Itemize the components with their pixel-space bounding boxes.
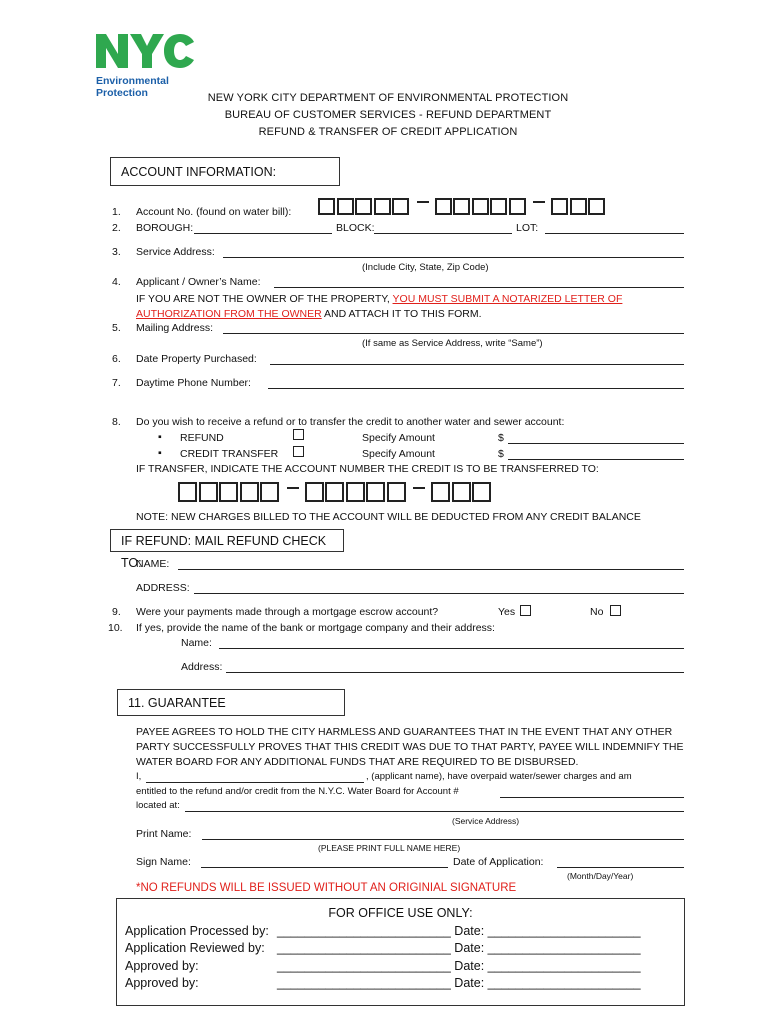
account-info-heading — [110, 157, 340, 186]
owner-notice-red-2: AUTHORIZATION FROM THE OWNER — [136, 308, 322, 320]
bank-address-field[interactable] — [226, 672, 684, 673]
escrow-yes-label: Yes — [498, 606, 516, 618]
account-number-boxes[interactable] — [318, 198, 607, 215]
guarantee-title: 11. GUARANTEE — [128, 696, 226, 710]
guarantee-entitled-text: entitled to the refund and/or credit from the N.Y.C. Water Board for Account # — [136, 786, 459, 797]
borough-label: BOROUGH: — [136, 222, 194, 234]
office-approved-1-label: Approved by: — [125, 959, 199, 973]
transfer-dollar-sign: $ — [498, 448, 504, 460]
refund-checkbox[interactable] — [293, 429, 304, 440]
applicant-name-label: Applicant / Owner’s Name: — [136, 276, 261, 288]
service-address-hint: (Include City, State, Zip Code) — [362, 262, 489, 273]
date-purchased-field[interactable] — [270, 364, 684, 365]
item-number-4: 4. — [112, 276, 121, 288]
header-line-3: REFUND & TRANSFER OF CREDIT APPLICATION — [258, 126, 518, 138]
item-number-9: 9. — [112, 606, 121, 618]
office-reviewed-date-label: Date: — [454, 941, 485, 955]
bank-name-field[interactable] — [219, 648, 684, 649]
office-use-title: FOR OFFICE USE ONLY: — [328, 906, 473, 920]
print-name-hint: (PLEASE PRINT FULL NAME HERE) — [318, 843, 461, 853]
guarantee-paragraph — [136, 725, 684, 770]
office-processed-date-blank[interactable]: ______________________ — [487, 924, 641, 938]
bullet-transfer: ▪ — [158, 447, 162, 459]
lot-label: LOT: — [516, 222, 539, 234]
refund-amount-field[interactable] — [508, 443, 684, 444]
block-field[interactable] — [374, 233, 512, 234]
nyc-logo-mark — [96, 34, 196, 68]
mailing-address-hint: (If same as Service Address, write “Same”) — [362, 338, 543, 349]
escrow-no-label: No — [590, 606, 604, 618]
owner-notice — [136, 292, 622, 322]
guarantee-i-label: I, — [136, 771, 142, 782]
office-approved-2-blank[interactable]: _________________________ — [277, 976, 451, 990]
bank-name-label: Name: — [181, 637, 212, 649]
item-number-7: 7. — [112, 377, 121, 389]
office-approved-1-date-label: Date: — [454, 959, 485, 973]
item-number-6: 6. — [112, 353, 121, 365]
guarantee-account-field[interactable] — [500, 797, 684, 798]
guarantee-located-label: located at: — [136, 800, 180, 811]
date-purchased-label: Date Property Purchased: — [136, 353, 257, 365]
item-number-1: 1. — [112, 206, 121, 218]
transfer-account-note: IF TRANSFER, INDICATE THE ACCOUNT NUMBER THE CREDIT IS TO BE TRANSFERRED TO: — [136, 463, 599, 475]
owner-notice-text: IF YOU ARE NOT THE OWNER OF THE PROPERTY, — [136, 293, 393, 305]
account-number-label: Account No. (found on water bill): — [136, 206, 292, 218]
guarantee-line-3: WATER BOARD FOR ANY ADDITIONAL FUNDS THAT ARE REQUIRED TO BE DISBURSED. — [136, 756, 579, 768]
service-address-field[interactable] — [223, 257, 684, 258]
account-info-title: ACCOUNT INFORMATION: — [121, 165, 277, 179]
guarantee-applicant-text: , (applicant name), have overpaid water/sewer charges and am — [366, 771, 632, 782]
service-address-label: Service Address: — [136, 246, 215, 258]
office-approved-1-date-blank[interactable]: ______________________ — [487, 959, 641, 973]
refund-address-label: ADDRESS: — [136, 582, 190, 594]
bullet-refund: ▪ — [158, 431, 162, 443]
office-processed-blank[interactable]: _________________________ — [277, 924, 451, 938]
refund-mail-title: IF REFUND: MAIL REFUND CHECK TO: — [121, 534, 327, 570]
refund-or-transfer-question: Do you wish to receive a refund or to transfer the credit to another water and sewer account: — [136, 416, 565, 428]
refund-specify-amount-label: Specify Amount — [362, 432, 435, 444]
mailing-address-label: Mailing Address: — [136, 322, 214, 334]
credit-transfer-checkbox[interactable] — [293, 446, 304, 457]
bank-address-label: Address: — [181, 661, 223, 673]
date-of-application-field[interactable] — [557, 867, 684, 868]
borough-field[interactable] — [194, 233, 332, 234]
office-approved-2-date-label: Date: — [454, 976, 485, 990]
office-reviewed-date-blank[interactable]: ______________________ — [487, 941, 641, 955]
office-approved-1-blank[interactable]: _________________________ — [277, 959, 451, 973]
original-signature-warning: *NO REFUNDS WILL BE ISSUED WITHOUT AN ORIGINIAL SIGNATURE — [136, 882, 517, 894]
office-row-approved-2 — [125, 976, 641, 990]
item-number-5: 5. — [112, 322, 121, 334]
sign-name-label: Sign Name: — [136, 856, 191, 868]
block-label: BLOCK: — [336, 222, 375, 234]
guarantee-location-field[interactable] — [185, 811, 684, 812]
refund-address-field[interactable] — [194, 593, 684, 594]
nyc-dep-logo — [96, 34, 196, 98]
guarantee-line-1: PAYEE AGREES TO HOLD THE CITY HARMLESS AND GUARANTEES THAT IN THE EVENT THAT ANY OTHER — [136, 726, 673, 738]
office-approved-2-date-blank[interactable]: ______________________ — [487, 976, 641, 990]
bank-info-question: If yes, provide the name of the bank or mortgage company and their address: — [136, 622, 495, 634]
logo-text-protection: Protection — [96, 87, 148, 99]
guarantee-heading — [117, 689, 345, 716]
lot-field[interactable] — [545, 233, 684, 234]
office-row-approved-1 — [125, 959, 641, 973]
refund-option-label: REFUND — [180, 432, 224, 444]
document-header — [150, 90, 626, 141]
office-reviewed-blank[interactable]: _________________________ — [277, 941, 451, 955]
header-line-2: BUREAU OF CUSTOMER SERVICES - REFUND DEPARTMENT — [224, 109, 552, 121]
refund-name-label: NAME: — [136, 558, 170, 570]
office-processed-label: Application Processed by: — [125, 924, 269, 938]
item-number-3: 3. — [112, 246, 121, 258]
mailing-address-field[interactable] — [223, 333, 684, 334]
sign-name-field[interactable] — [201, 867, 448, 868]
transfer-amount-field[interactable] — [508, 459, 684, 460]
item-number-8: 8. — [112, 416, 121, 428]
guarantee-applicant-field[interactable] — [146, 782, 364, 783]
header-line-1: NEW YORK CITY DEPARTMENT OF ENVIRONMENTAL PROTECTION — [207, 92, 569, 104]
print-name-field[interactable] — [202, 839, 684, 840]
owner-notice-red-1: YOU MUST SUBMIT A NOTARIZED LETTER OF — [392, 293, 623, 305]
office-reviewed-label: Application Reviewed by: — [125, 941, 265, 955]
phone-field[interactable] — [268, 388, 684, 389]
credit-transfer-option-label: CREDIT TRANSFER — [180, 448, 279, 460]
guarantee-line-2: PARTY SUCCESSFULLY PROVES THAT THIS CREDIT WAS DUE TO THAT PARTY, PAYEE WILL INDEMNIFY THE — [136, 741, 684, 753]
office-row-reviewed — [125, 941, 641, 955]
office-row-processed — [125, 924, 641, 938]
logo-text-environmental: Environmental — [96, 75, 169, 87]
date-of-application-label: Date of Application: — [453, 856, 544, 868]
item-number-2: 2. — [112, 222, 121, 234]
new-charges-note: NOTE: NEW CHARGES BILLED TO THE ACCOUNT WILL BE DEDUCTED FROM ANY CREDIT BALANCE — [136, 511, 641, 523]
date-of-application-hint: (Month/Day/Year) — [567, 871, 634, 881]
transfer-specify-amount-label: Specify Amount — [362, 448, 435, 460]
office-approved-2-label: Approved by: — [125, 976, 199, 990]
refund-name-field[interactable] — [178, 569, 684, 570]
guarantee-service-hint: (Service Address) — [452, 816, 520, 826]
transfer-account-number-boxes[interactable] — [178, 482, 493, 502]
item-number-10: 10. — [108, 622, 123, 634]
refund-dollar-sign: $ — [498, 432, 504, 444]
office-processed-date-label: Date: — [454, 924, 485, 938]
owner-notice-attach: AND ATTACH IT TO THIS FORM. — [321, 308, 482, 320]
phone-label: Daytime Phone Number: — [136, 377, 251, 389]
escrow-yes-checkbox[interactable] — [520, 605, 531, 616]
escrow-no-checkbox[interactable] — [610, 605, 621, 616]
applicant-name-field[interactable] — [274, 287, 684, 288]
print-name-label: Print Name: — [136, 828, 192, 840]
escrow-question: Were your payments made through a mortgage escrow account? — [136, 606, 439, 618]
